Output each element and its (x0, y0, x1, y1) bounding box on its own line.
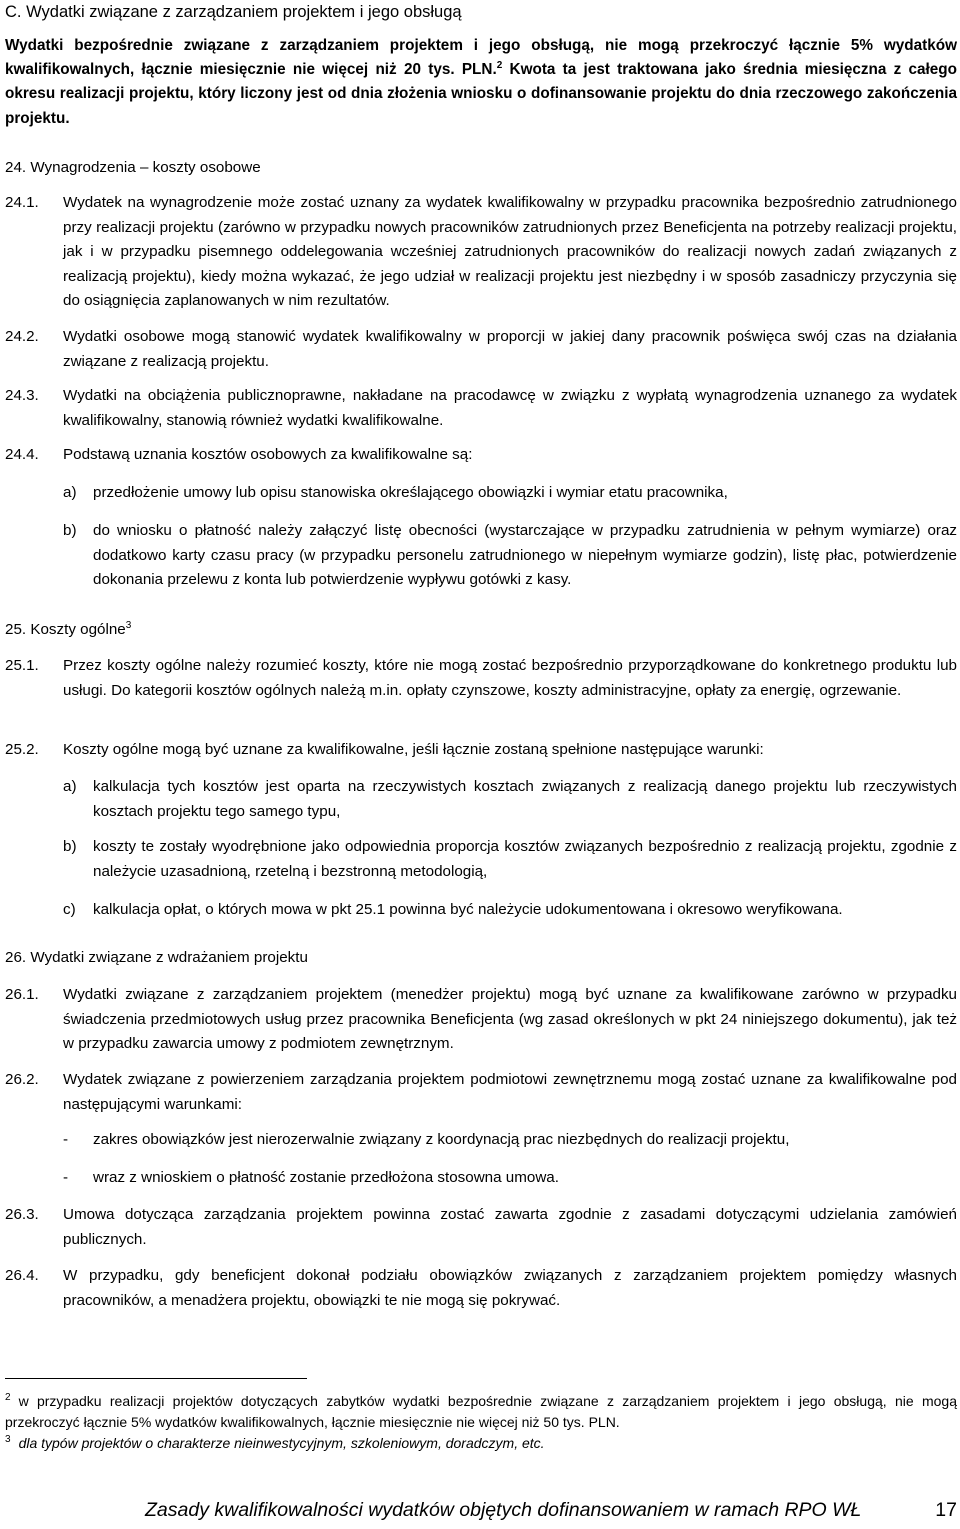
paragraph-24-4 (5, 443, 957, 468)
footnote-number: 2 (5, 1392, 11, 1404)
paragraph-26-2 (5, 1068, 957, 1117)
paragraph-number: 24.3. (5, 387, 39, 404)
paragraph-number: 26.1. (5, 986, 39, 1003)
paragraph-26-3 (5, 1203, 957, 1252)
paragraph-text: Umowa dotycząca zarządzania projektem powinna zostać zawarta zgodnie z zasadami dotyczącymi udzielania zamówień publicznych. (63, 1206, 957, 1248)
paragraph-number: 26.3. (5, 1206, 39, 1223)
paragraph-number: 24.2. (5, 328, 39, 345)
list-text: kalkulacja opłat, o których mowa w pkt 25.1 powinna być należycie udokumentowana i okresowo weryfikowana. (93, 901, 843, 918)
paragraph-number: 26.4. (5, 1267, 39, 1284)
section-25-heading (5, 618, 131, 643)
list-label: - (63, 1131, 69, 1148)
paragraph-24-3 (5, 384, 957, 433)
footnote-number: 3 (5, 1434, 11, 1446)
footnote-ref-2: 2 (496, 60, 503, 72)
list-label: c) (63, 901, 76, 918)
paragraph-text: W przypadku, gdy beneficjent dokonał podziału obowiązków związanych z zarządzaniem projektem pomiędzy własnych pracowników, a menadżera projektu, obowiązki te nie mogą się pokrywać. (63, 1267, 957, 1309)
list-item-25-2-c (63, 898, 957, 923)
section-c-text-a: Wydatki bezpośrednie związane z zarządzaniem projektem i jego obsługą, nie mogą przekroczyć łącznie 5% wydatków kwalifikowalnych, łącznie miesięcznie nie więcej niż 20 tys. PLN. (5, 37, 957, 79)
section-24-heading: 24. Wynagrodzenia – koszty osobowe (5, 159, 261, 176)
list-item-25-2-a (63, 775, 957, 824)
list-text: kalkulacja tych kosztów jest oparta na rzeczywistych kosztach związanych z realizacją danego projektu lub rzeczywistych kosztach projektu tego samego typu, (93, 778, 957, 820)
list-text: wraz z wnioskiem o płatność zostanie przedłożona stosowna umowa. (93, 1169, 559, 1186)
paragraph-number: 24.1. (5, 194, 39, 211)
footnote-text: dla typów projektów o charakterze nieinwestycyjnym, szkoleniowym, doradczym, etc. (18, 1435, 545, 1451)
list-item-25-2-b (63, 835, 957, 884)
list-label: b) (63, 838, 77, 855)
paragraph-text: Wydatki osobowe mogą stanowić wydatek kwalifikowalny w proporcji w jakiej dany pracownik poświęca swój czas na działania związane z realizacją projektu. (63, 328, 957, 370)
footer-title: Zasady kwalifikowalności wydatków objętych dofinansowaniem w ramach RPO WŁ (145, 1499, 862, 1521)
paragraph-text: Przez koszty ogólne należy rozumieć koszty, które nie mogą zostać bezpośrednio przyporządkowane do konkretnego produktu lub usługi. Do kategorii kosztów ogólnych należą m.in. opłaty czynszowe, koszty administracyjne, opłaty za energię, ogrzewanie. (63, 657, 957, 699)
paragraph-text: Wydatek związane z powierzeniem zarządzania projektem podmiotowi zewnętrznemu mogą zostać uznane za kwalifikowalne pod następującymi warunkami: (63, 1071, 957, 1113)
paragraph-25-1 (5, 654, 957, 703)
list-label: a) (63, 484, 77, 501)
paragraph-number: 25.1. (5, 657, 39, 674)
paragraph-26-1 (5, 983, 957, 1057)
paragraph-text: Podstawą uznania kosztów osobowych za kwalifikowalne są: (63, 446, 473, 463)
list-label: b) (63, 522, 77, 539)
list-text: przedłożenie umowy lub opisu stanowiska określającego obowiązki i wymiar etatu pracownika, (93, 484, 728, 501)
paragraph-number: 24.4. (5, 446, 39, 463)
paragraph-number: 25.2. (5, 741, 39, 758)
paragraph-25-2 (5, 738, 957, 763)
paragraph-text: Wydatki związane z zarządzaniem projektem (menedżer projektu) mogą być uznane za kwalifikowane zarówno w przypadku świadczenia przedmiotowych usług przez pracownika Beneficjenta (wg zasad określonych w pkt 24 niniejszego dokumentu), jak też w przypadku zawarcia umowy z podmiotem zewnętrznym. (63, 986, 957, 1052)
list-text: zakres obowiązków jest nierozerwalnie związany z koordynacją prac niezbędnych do realizacji projektu, (93, 1131, 790, 1148)
section-c-paragraph (5, 34, 957, 131)
page-number: 17 (935, 1499, 957, 1521)
list-label: - (63, 1169, 69, 1186)
list-item-24-4-b (63, 519, 957, 593)
paragraph-24-2 (5, 325, 957, 374)
footnote-separator (5, 1378, 307, 1379)
list-text: koszty te zostały wyodrębnione jako odpowiednia proporcja kosztów związanych bezpośrednio z realizacją projektu, zgodnie z należycie uzasadnioną, rzetelną i bezstronną metodologią, (93, 838, 957, 880)
list-text: do wniosku o płatność należy załączyć listę obecności (wystarczające w przypadku zatrudnienia w pełnym wymiarze) oraz dodatkowo karty czasu pracy (w przypadku personelu zatrudnionego w niepełnym wymiarze godzin), listę płac, potwierdzenie dokonania przelewu z konta lub potwierdzenie wypływu gotówki z kasy. (93, 522, 957, 588)
section-25-title: 25. Koszty ogólne (5, 621, 126, 638)
paragraph-text: Wydatki na obciążenia publicznoprawne, nakładane na pracodawcę w związku z wypłatą wynagrodzenia uznanego za wydatek kwalifikowalny, stanowią również wydatki kwalifikowalne. (63, 387, 957, 429)
list-label: a) (63, 778, 77, 795)
list-item-26-2-dash-1 (63, 1128, 957, 1153)
footnote-2 (5, 1391, 957, 1433)
footnote-text: w przypadku realizacji projektów dotyczących zabytków wydatki bezpośrednie związane z zarządzaniem projektem i jego obsługą, nie mogą przekroczyć łącznie 5% wydatków kwalifikowalnych, łącznie miesięcznie nie więcej niż 50 tys. PLN. (5, 1393, 957, 1430)
paragraph-26-4 (5, 1264, 957, 1313)
section-26-heading: 26. Wydatki związane z wdrażaniem projektu (5, 949, 308, 966)
section-c-heading: C. Wydatki związane z zarządzaniem projektem i jego obsługą (5, 3, 462, 21)
footnote-ref-3: 3 (125, 619, 132, 631)
paragraph-24-1 (5, 191, 957, 314)
paragraph-number: 26.2. (5, 1071, 39, 1088)
paragraph-text: Wydatek na wynagrodzenie może zostać uznany za wydatek kwalifikowalny w przypadku pracownika bezpośrednio zatrudnionego przy realizacji projektu (zarówno w przypadku nowych pracowników zatrudnionych przez Beneficjenta na potrzeby realizacji projektu, jak i w przypadku pisemnego oddelegowania wcześniej zatrudnionych pracowników do realizacji nowych zadań związanych z realizacją projektu), kiedy można wykazać, że jego udział w realizacji projektu jest niezbędny i w sposób zasadniczy przyczynia się do osiągnięcia zaplanowanych w nim rezultatów. (63, 194, 957, 309)
paragraph-text: Koszty ogólne mogą być uznane za kwalifikowalne, jeśli łącznie zostaną spełnione następujące warunki: (63, 741, 764, 758)
list-item-26-2-dash-2 (63, 1166, 957, 1191)
footnote-3 (5, 1433, 957, 1454)
section-c-text-b: Kwota ta jest traktowana jako średnia miesięczna z całego okresu realizacji projektu, który liczony jest od dnia złożenia wniosku o dofinansowanie projektu do dnia rzeczowego zakończenia projektu. (5, 61, 957, 127)
list-item-24-4-a (63, 481, 957, 506)
